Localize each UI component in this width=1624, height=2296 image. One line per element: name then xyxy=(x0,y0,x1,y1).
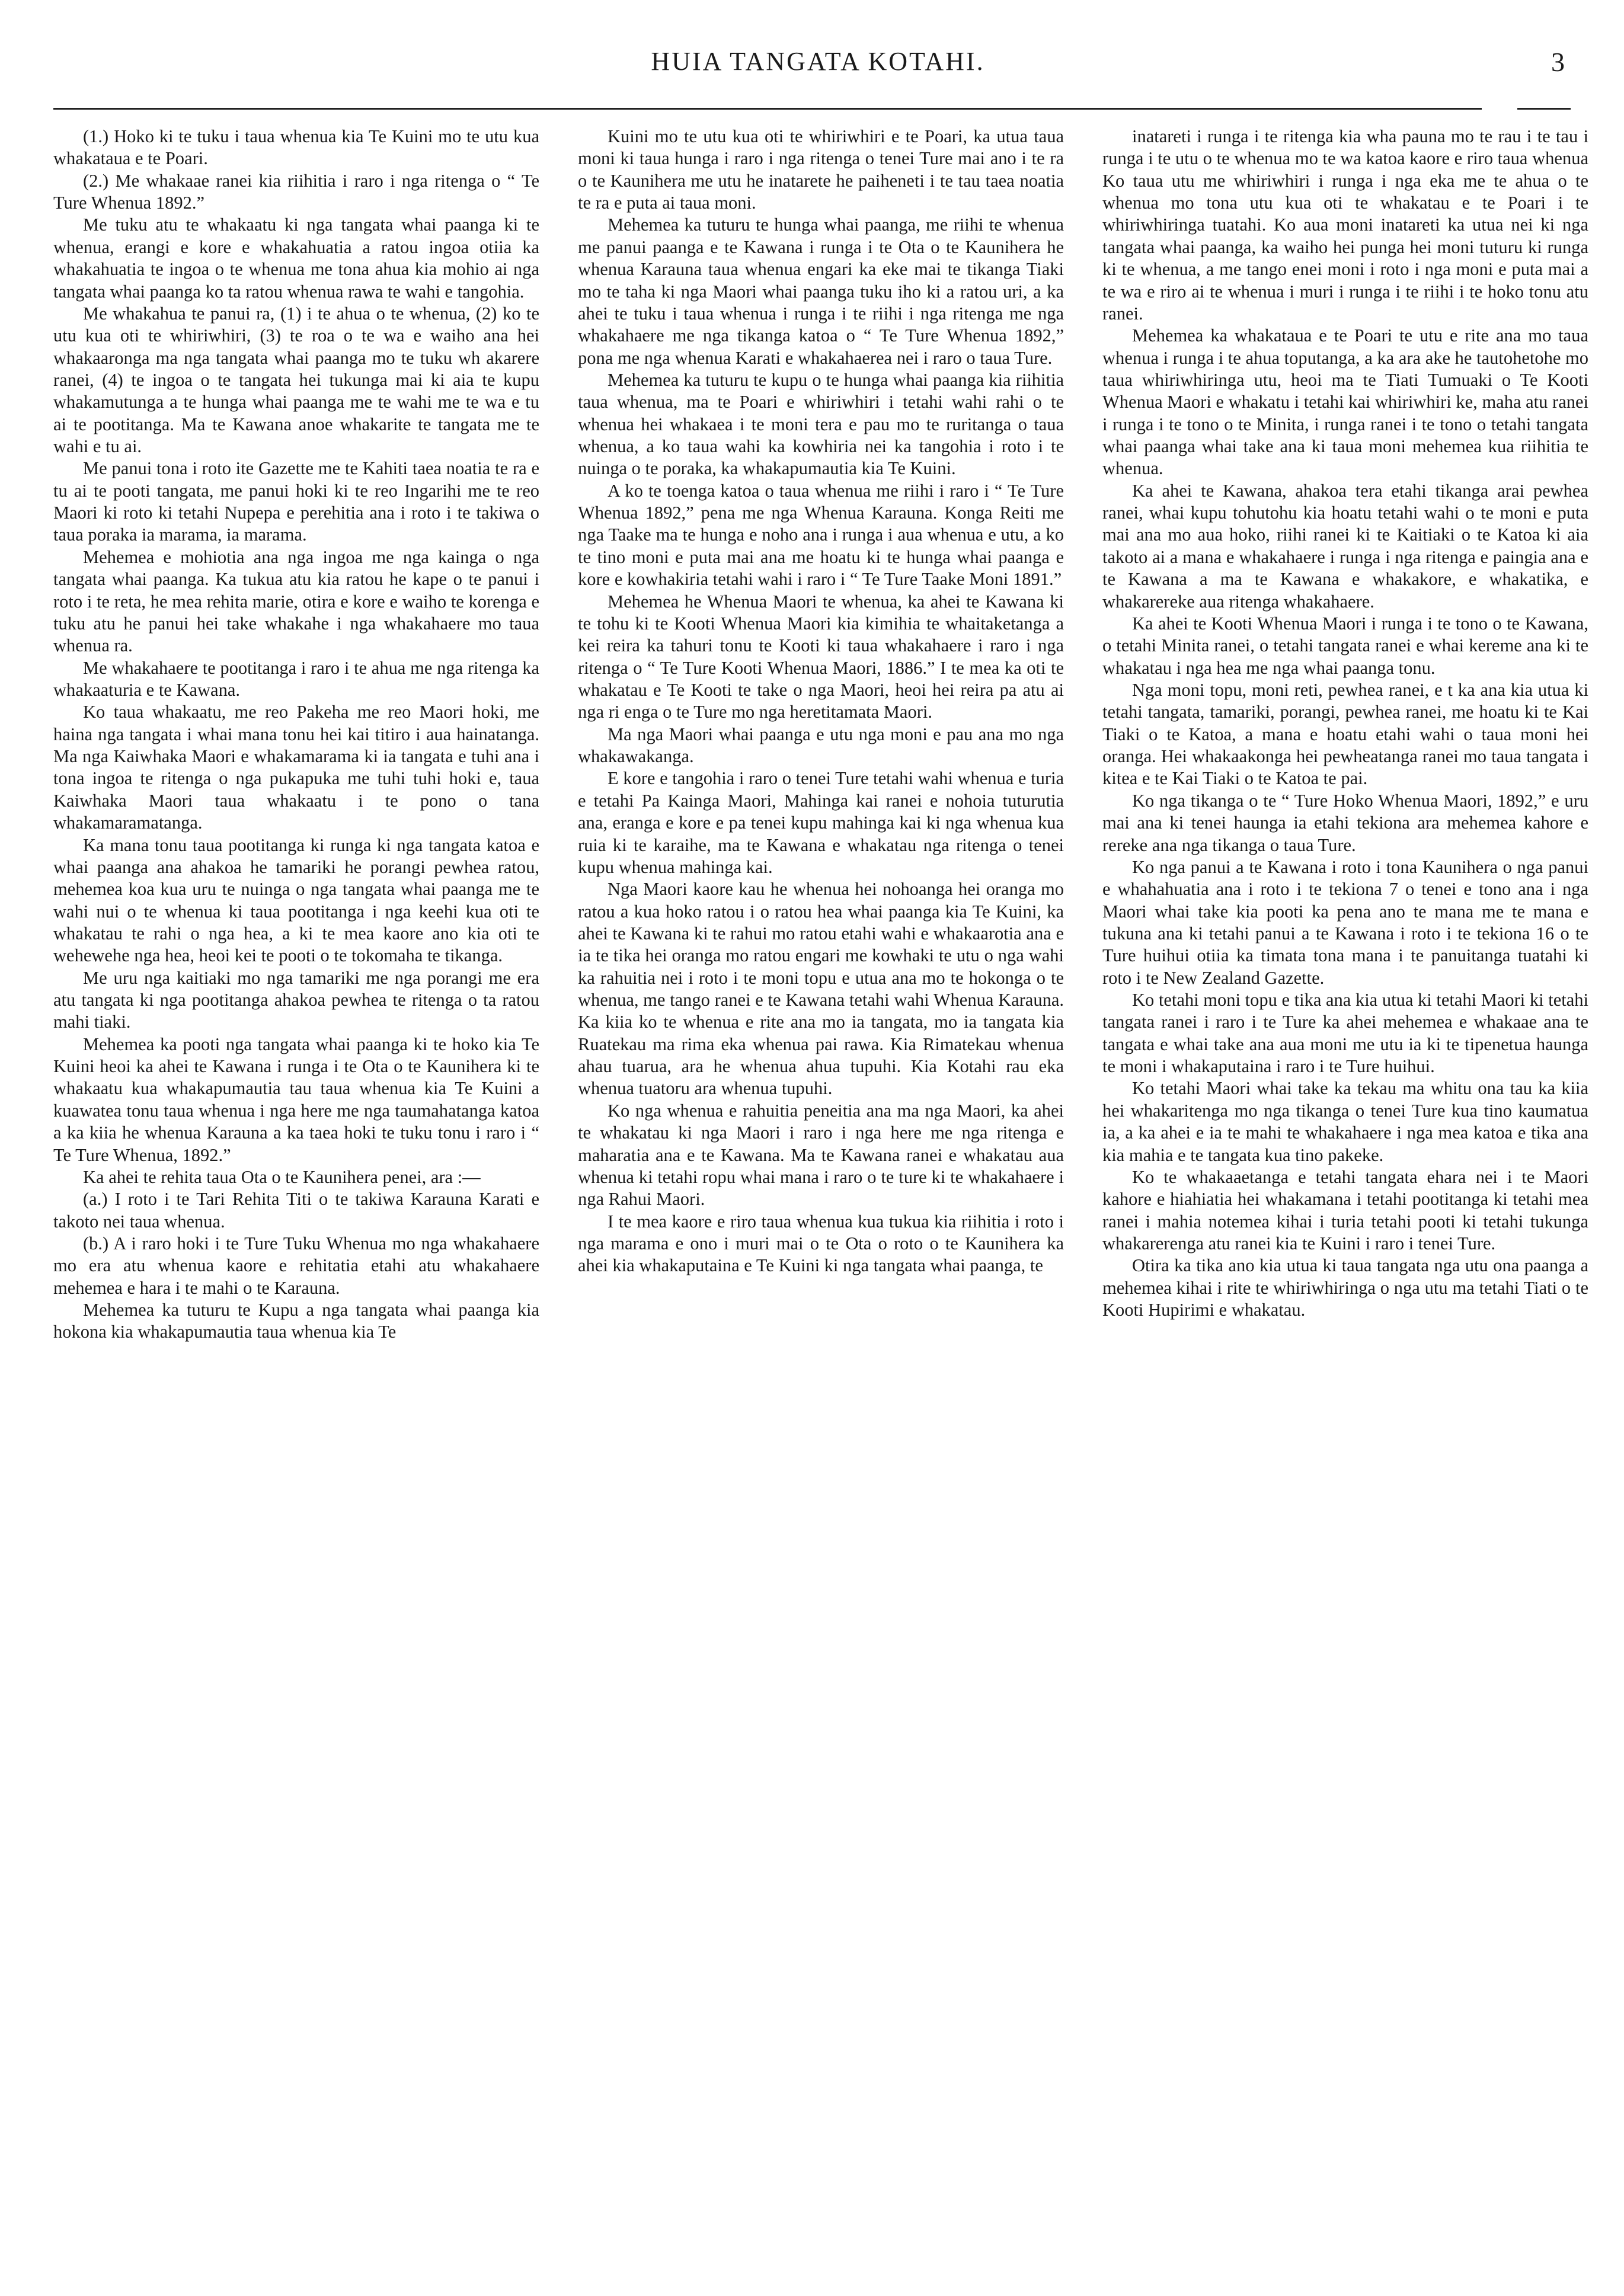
paragraph: A ko te toenga katoa o taua whenua me riihi i raro i “ Te Ture Whenua 1892,” pena me nga Whenua Karauna. Konga Reiti me nga Taake ma te hunga e noho ana i runga i aua whenua e utu, a ko te tino moni e puta mai ana me hoatu ki te hunga whai paanga e kore e kowhakiria tetahi wahi i raro i “ Te Ture Taake Moni 1891.” xyxy=(578,480,1064,590)
header-rule-short xyxy=(1517,108,1571,110)
paragraph: Ko nga tikanga o te “ Ture Hoko Whenua Maori, 1892,” e uru mai ana ki tenei haunga ia etahi tekiona ara mehemea kahore e rereke ana nga tikanga o taua Ture. xyxy=(1102,790,1588,855)
paragraph: Ka mana tonu taua pootitanga ki runga ki nga tangata katoa e whai paanga ana ahakoa he tamariki he porangi pewhea ratou, mehemea koa kua uru te nuinga o nga tangata whai paanga me te wahi nui o te whenua ki taua pootitanga i nga keehi kua oti te whakatau te rahi o nga hea, a ki te mea kaore ano kia oti te wehewehe nga hea, heoi kei te pooti o te tokomaha te tikanga. xyxy=(53,834,539,966)
paragraph: Me whakahaere te pootitanga i raro i te ahua me nga ritenga ka whakaaturia e te Kawana. xyxy=(53,657,539,700)
paragraph: Ka ahei te Kooti Whenua Maori i runga i te tono o te Kawana, o tetahi Minita ranei, o tetahi tangata ranei e whai kereme ana ki te whakatau i nga hea me nga whai paanga tonu. xyxy=(1102,613,1588,678)
page-number: 3 xyxy=(1551,47,1565,77)
paragraph: Ka ahei te Kawana, ahakoa tera etahi tikanga arai pewhea ranei, whai kupu tohutohu kia hoatu tetahi wahi o te moni e puta mai ana mo aua hoko, riihi ranei ki te Kaitiaki o te Katoa ki aia takoto ai a mana e whakahaere i runga i nga ritenga e paingia ana e te Kawana a ma te Kawana e whakakore, e whakatika, e whakarereke aua ritenga whakahaere. xyxy=(1102,480,1588,612)
paragraph: Mehemea e mohiotia ana nga ingoa me nga kainga o nga tangata whai paanga. Ka tukua atu kia ratou he kape o te panui i roto i te reta, he mea rehita marie, otira e kore e waiho te korenga e tuku atu he panui hei take whakahe i nga whakahaere mo taua whenua ra. xyxy=(53,546,539,656)
page-header xyxy=(53,46,1583,94)
paragraph: Me tuku atu te whakaatu ki nga tangata whai paanga ki te whenua, erangi e kore e whakahuatia a ratou ingoa otiia ka whakahuatia te ingoa o te whenua me tona ahua kia mohio ai nga tangata whai paanga ko ta ratou whenua rawa te wahi e tangohia. xyxy=(53,215,539,302)
paragraph: Me whakahua te panui ra, (1) i te ahua o te whenua, (2) ko te utu kua oti te whiriwhiri, (3) te roa o te wa e waiho ana hei whakaaronga ma nga tangata whai paanga mo te tuku wh akarere ranei, (4) te ingoa o te tangata hei tukunga mai ki aia te kupu whakamutunga a te hunga whai paanga me te wahi me te wa e tu ai te pootitanga. Ma te Kawana anoe whakarite te tangata me te wahi e tu ai. xyxy=(53,303,539,457)
paragraph: Mehemea ka tuturu te hunga whai paanga, me riihi te whenua me panui paanga e te Kawana i runga i te Ota o te Kaunihera he whenua Karauna taua whenua engari ka eke mai te tikanga Tiaki mo te taha ki nga Maori whai paanga tuku iho ki a ratou uri, a ka ahei te tuku i taua whenua i runga i te riihi i nga ritenga me nga whakahaere me nga tikanga katoa o “ Te Ture Whenua 1892,” pona me nga whenua Karati e whakahaerea nei i raro o taua Ture. xyxy=(578,215,1064,368)
paragraph: Ko nga panui a te Kawana i roto i tona Kaunihera o nga panui e whahahuatia ana i roto i te tekiona 7 o tenei e tono ana i nga Maori whai take kia pooti ka pena ano te mana me te mana e tukuna ana ki tetahi panui a te Kawana i roto i te tekiona 16 o te Ture huihui otiia ka timata tona mana i te panuitanga tuatahi ki roto i te New Zealand Gazette. xyxy=(1102,856,1588,988)
paragraph: (b.) A i raro hoki i te Ture Tuku Whenua mo nga whakahaere mo era atu whenua kaore e rehitatia etahi atu whakahaere mehemea e hara i te mahi o te Karauna. xyxy=(53,1233,539,1298)
text-column-1 xyxy=(53,126,539,2277)
paragraph: (2.) Me whakaae ranei kia riihitia i raro i nga ritenga o “ Te Ture Whenua 1892.” xyxy=(53,170,539,213)
paragraph: Otira ka tika ano kia utua ki taua tangata nga utu ona paanga a mehemea kihai i rite te whiriwhiringa o nga utu ma tetahi Tiati o te Kooti Hupirimi e whakatau. xyxy=(1102,1255,1588,1320)
header-rule xyxy=(53,108,1482,110)
paragraph: Me panui tona i roto ite Gazette me te Kahiti taea noatia te ra e tu ai te pooti tangata, me panui hoki ki te reo Ingarihi me te reo Maori ki roto ki tetahi Nupepa e perehitia ana i roto i te takiwa o taua poraka ia marama, ia marama. xyxy=(53,458,539,545)
paragraph: Ka ahei te rehita taua Ota o te Kaunihera penei, ara :— xyxy=(83,1166,481,1187)
paragraph: (1.) Hoko ki te tuku i taua whenua kia Te Kuini mo te utu kua whakataua e te Poari. xyxy=(53,126,539,169)
paragraph: Mehemea ka pooti nga tangata whai paanga ki te hoko kia Te Kuini heoi ka ahei te Kawana i runga i te Ota o te Kaunihera ki te whakaatu kua whakapumautia tau taua whenua kia Te Kuini a kuawatea tonu taua whenua i nga here me nga taumahatanga katoa a ka kiia he whenua Karauna a ka taea hoki te tuku tonu i raro i “ Te Ture Whenua, 1892.” xyxy=(53,1034,539,1165)
page-title: HUIA TANGATA KOTAHI. xyxy=(651,47,985,76)
paragraph: Ko tetahi Maori whai take ka tekau ma whitu ona tau ka kiia hei whakaritenga mo nga tikanga o tenei Ture kua tino kaumatua ia, a ka ahei e ia te mahi te whakahaere i nga mea katoa e tika ana kia mahia e te tangata kua tino pakeke. xyxy=(1102,1078,1588,1165)
paragraph: E kore e tangohia i raro o tenei Ture tetahi wahi whenua e turia e tetahi Pa Kainga Maori, Mahinga kai ranei e nohoia tuturutia ana, eranga e kore e pa tenei kupu mahinga kai ki nga whenua kua ruia ki te karaihe, ma te Kawana e whakatau nga ritenga o tenei kupu whenua mahinga kai. xyxy=(578,768,1064,877)
paragraph: Kuini mo te utu kua oti te whiriwhiri e te Poari, ka utua taua moni ki taua hunga i raro i nga ritenga o tenei Ture mai ano i te ra o te Kaunihera me utu he inatarete he paiheneti i te tau taea noatia te ra e puta ai taua moni. xyxy=(578,126,1064,213)
paragraph: Mehemea he Whenua Maori te whenua, ka ahei te Kawana ki te tohu ki te Kooti Whenua Maori kia kimihia te whaitaketanga a kei reira ka tahuri tonu te Kooti ki taua whakahaere i raro i nga ritenga o “ Te Ture Kooti Whenua Maori, 1886.” I te mea ka oti te whakatau e Te Kooti te take o nga Maori, heoi hei reira pa atu ai nga ri enga o te Ture mo nga heretitamata Maori. xyxy=(578,591,1064,722)
paragraph: Mehemea ka tuturu te kupu o te hunga whai paanga kia riihitia taua whenua, ma te Poari e whiriwhiri i tetahi wahi rahi o te whenua hei whakaea i te moni tera e pau mo te ruritanga o taua whenua, a ko taua wahi ka kowhiria nei ka tangohia i roto i te nuinga o te poraka, ka whakapumautia kia Te Kuini. xyxy=(578,369,1064,479)
paragraph: Ma nga Maori whai paanga e utu nga moni e pau ana mo nga whakawakanga. xyxy=(578,724,1064,767)
paragraph: Nga Maori kaore kau he whenua hei nohoanga hei oranga mo ratou a kua hoko ratou i o ratou hea whai paanga kia Te Kuini, ka ahei te Kawana ki te rahui mo ratou etahi wahi e whakaarotia ana e ia te tika hei oranga mo ratou engari me kowhaki te utu o nga wahi ka rahuitia nei i roto i te moni topu e utua ana mo te hokonga o te whenua, me tango ranei e te Kawana tetahi wahi Whenua Karauna. Ka kiia ko te whenua e rite ana mo ia tangata, mo ia tangata kia Ruatekau ma rima eka whenua pai rawa. Kia Rimatekau whenua ahau tuarua, ara he whenua ahua tupuhi. Kia Kotahi rau eka whenua tuatoru ara whenua tupuhi. xyxy=(578,879,1064,1099)
paragraph: Ko nga whenua e rahuitia peneitia ana ma nga Maori, ka ahei te whakatau ki nga Maori i raro i nga here me nga ritenga e maharatia ana e te Kawana. Ma te Kawana ranei e whakatau aua whenua ki tetahi ropu whai mana i raro o te ture ki te whakahaere i nga Rahui Maori. xyxy=(578,1100,1064,1210)
paragraph: Mehemea ka whakataua e te Poari te utu e rite ana mo taua whenua i runga i te ahua toputanga, a ka ara ake he tautohetohe mo taua whiriwhiringa utu, heoi ma te Tiati Tumuaki o Te Kooti Whenua Maori e whakatu i tetahi kai whiriwhiri ke, maha atu ranei i runga i te tono o te Minita, i runga ranei i te tono o tetahi tangata whai paanga whai take ana ki taua moni mehemea kua riihitia te whenua. xyxy=(1102,325,1588,479)
paragraph: (a.) I roto i te Tari Rehita Titi o te takiwa Karauna Karati e takoto nei taua whenua. xyxy=(53,1189,539,1232)
paragraph: Me uru nga kaitiaki mo nga tamariki me nga porangi me era atu tangata ki nga pootitanga ahakoa pewhea te ritenga o ta ratou mahi tiaki. xyxy=(53,967,539,1032)
paragraph: I te mea kaore e riro taua whenua kua tukua kia riihitia i roto i nga marama e ono i muri mai o te Ota o roto o te Kaunihera ka ahei kia whakaputaina e Te Kuini ki nga tangata whai paanga, te xyxy=(578,1211,1064,1276)
paragraph: Mehemea ka tuturu te Kupu a nga tangata whai paanga kia hokona kia whakapumautia taua whenua kia Te xyxy=(53,1300,539,1342)
paragraph: Ko tetahi moni topu e tika ana kia utua ki tetahi Maori ki tetahi tangata ranei i raro i te Ture ka ahei mehemea e whakaae ana te tangata e whai take ana aua moni me utu ia ki te tipenetua haunga te moni i whakaputaina i raro i te Ture huihui. xyxy=(1102,990,1588,1077)
paragraph: Nga moni topu, moni reti, pewhea ranei, e t ka ana kia utua ki tetahi tangata, tamariki, porangi, pewhea ranei, me hoatu ki te Kai Tiaki o te Katoa, a mana e hoatu etahi wahi o taua moni hei oranga. Hei whakaakonga hei pewheatanga ranei mo taua tangata i kitea e te Kai Tiaki o te Katoa te pai. xyxy=(1102,679,1588,789)
paragraph: Ko taua whakaatu, me reo Pakeha me reo Maori hoki, me haina nga tangata i whai mana tonu hei kai titiro i aua hainatanga. Ma nga Kaiwhaka Maori e whakamarama ki ia tangata e tuhi ana i tona ingoa te ritenga o nga pukapuka me tuhi tuhi hoki e, taua Kaiwhaka Maori taua whakaatu i te pono o tana whakamaramatanga. xyxy=(53,702,539,833)
paragraph: Ko te whakaaetanga e tetahi tangata ehara nei i te Maori kahore e hiahiatia hei whakamana i tetahi pootitanga ki tetahi mea ranei i mahia notemea kihai i turia tetahi pooti ki tetahi tukunga whakarerenga atu ranei kia te Kuini i raro i tenei Ture. xyxy=(1102,1166,1588,1253)
text-column-2 xyxy=(578,126,1064,2277)
text-column-3 xyxy=(1102,126,1588,2277)
paragraph: inatareti i runga i te ritenga kia wha pauna mo te rau i te tau i runga i te utu o te whenua mo te wa katoa kaore e riro taua whenua Ko taua utu me whiriwhiri i runga i nga eka me te ahua o te whenua mo tona utu kua oti te whakatau e te Poari i te whiriwhiringa tuatahi. Ko aua moni inatareti ka utua nei ki nga tangata whai paanga, ka waiho hei punga hei moni tuturu ki runga ki te whenua, a me tango enei moni i roto i nga moni e puta mai a te wa e riro ai te whenua i muri i runga i te riihi i te hoko tonu atu ranei. xyxy=(1102,126,1588,324)
